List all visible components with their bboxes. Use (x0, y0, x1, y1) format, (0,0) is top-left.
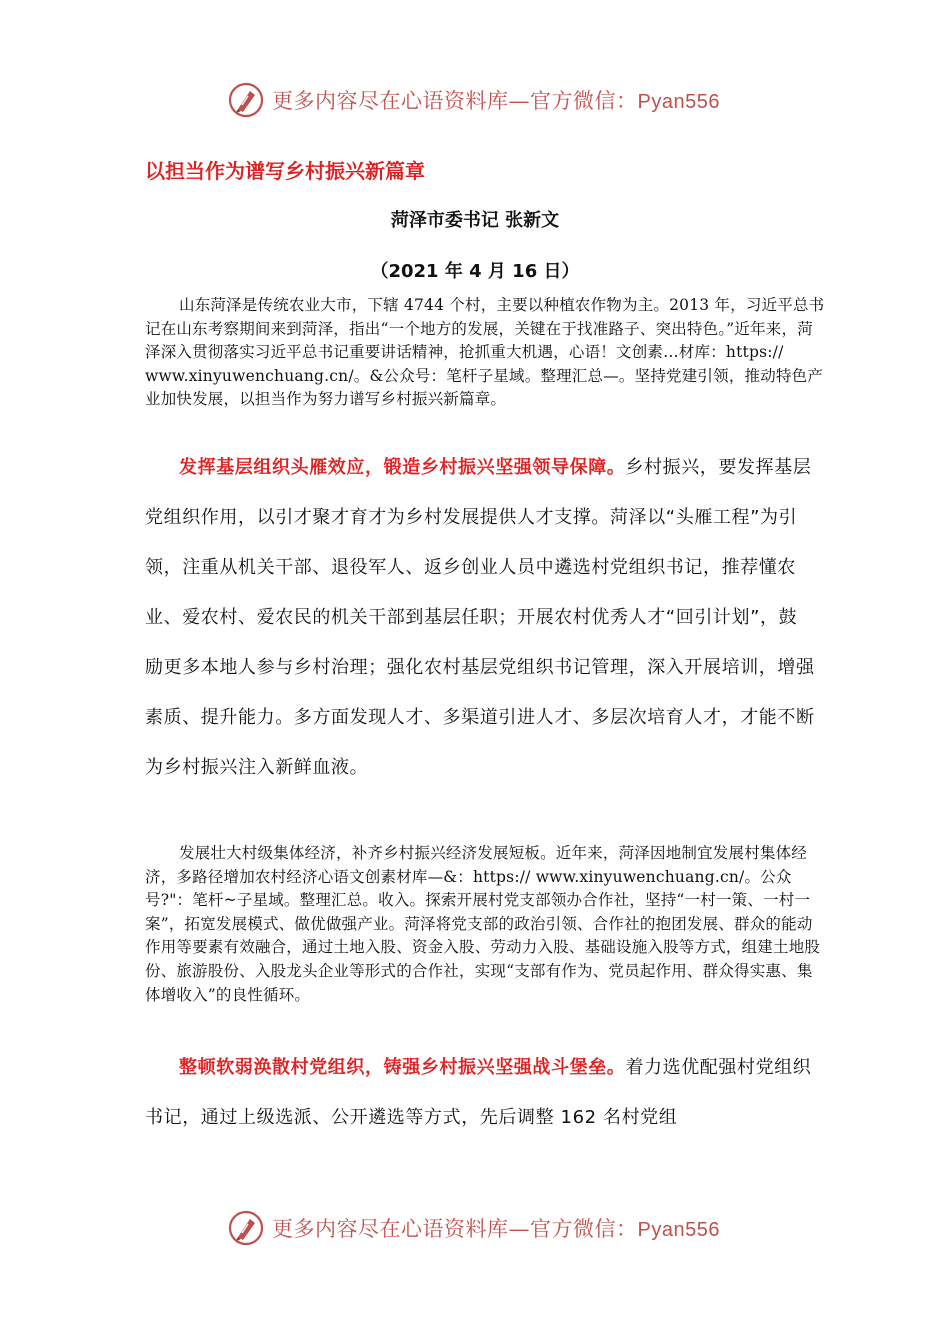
paragraph-intro: 山东菏泽是传统农业大市，下辖 4744 个村，主要以种植农作物为主。2013 年，习近平总书记在山东考察期间来到菏泽，指出“一个地方的发展，关键在于找准路子、突出特色。”近年来，菏泽深入贯彻落实习近平总书记重要讲话精神，抢抓重大机遇，心语！文创素…材库：https:// www.xinyuwenchuang.cn/。&公众号：笔杆子星域。整理汇总—。坚持党建引领，推动特色产业加快发展，以担当作为努力谱写乡村振兴新篇章。 (145, 296, 825, 409)
watermark-text-cn: 更多内容尽在心语资料库—官方微信： (272, 1217, 638, 1241)
pen-nib-icon (228, 1210, 264, 1246)
watermark-banner-top (228, 80, 748, 120)
watermark-text (272, 1213, 720, 1243)
watermark-text-latin: Pyan556 (637, 1219, 720, 1241)
pen-nib-icon (228, 82, 264, 118)
watermark-text (272, 85, 720, 115)
document-author: 菏泽市委书记 张新文 (390, 210, 560, 231)
paragraph-section-2 (145, 1043, 815, 1143)
section-2-lead: 整顿软弱涣散村党组织，铸强乡村振兴坚强战斗堡垒。 (179, 1057, 626, 1078)
paragraph-collective-economy: 发展壮大村级集体经济，补齐乡村振兴经济发展短板。近年来，菏泽因地制宜发展村集体经济，多路径增加农村经济心语文创素材库—&：https:// www.xinyuwenchuang.cn/。公众号?"：笔杆~子星域。整理汇总。收入。探索开展村党支部领办合作社，坚持“一村一策、一村一案”，拓宽发展模式、做优做强产业。菏泽将党支部的政治引领、合作社的抱团发展、群众的能动作用等要素有效融合，通过土地入股、资金入股、劳动力入股、基础设施入股等方式，组建土地股份、旅游股份、入股龙头企业等形式的合作社，实现“支部有作为、党员起作用、群众得实惠、集体增收入”的良性循环。 (145, 844, 821, 1004)
paragraph-section-1 (145, 443, 815, 793)
section-1-body: 乡村振兴，要发挥基层党组织作用，以引才聚才育才为乡村发展提供人才支撑。菏泽以“头雁工程”为引领，注重从机关干部、退役军人、返乡创业人员中遴选村党组织书记，推荐懂农业、爱农村、爱农民的机关干部到基层任职；开展农村优秀人才“回引计划”，鼓励更多本地人参与乡村治理；强化农村基层党组织书记管理，深入开展培训，增强素质、提升能力。多方面发现人才、多渠道引进人才、多层次培育人才，才能不断为乡村振兴注入新鲜血液。 (145, 457, 815, 778)
watermark-banner-bottom (228, 1208, 748, 1248)
watermark-text-latin: Pyan556 (637, 91, 720, 113)
document-date: （2021 年 4 月 16 日） (370, 261, 580, 282)
watermark-text-cn: 更多内容尽在心语资料库—官方微信： (272, 89, 638, 113)
section-1-lead: 发挥基层组织头雁效应，锻造乡村振兴坚强领导保障。 (179, 457, 626, 478)
document-title: 以担当作为谱写乡村振兴新篇章 (145, 159, 425, 183)
section-2-body: 着力选优配强村党组织书记，通过上级选派、公开遴选等方式，先后调整 162 名村党组 (145, 1057, 812, 1128)
